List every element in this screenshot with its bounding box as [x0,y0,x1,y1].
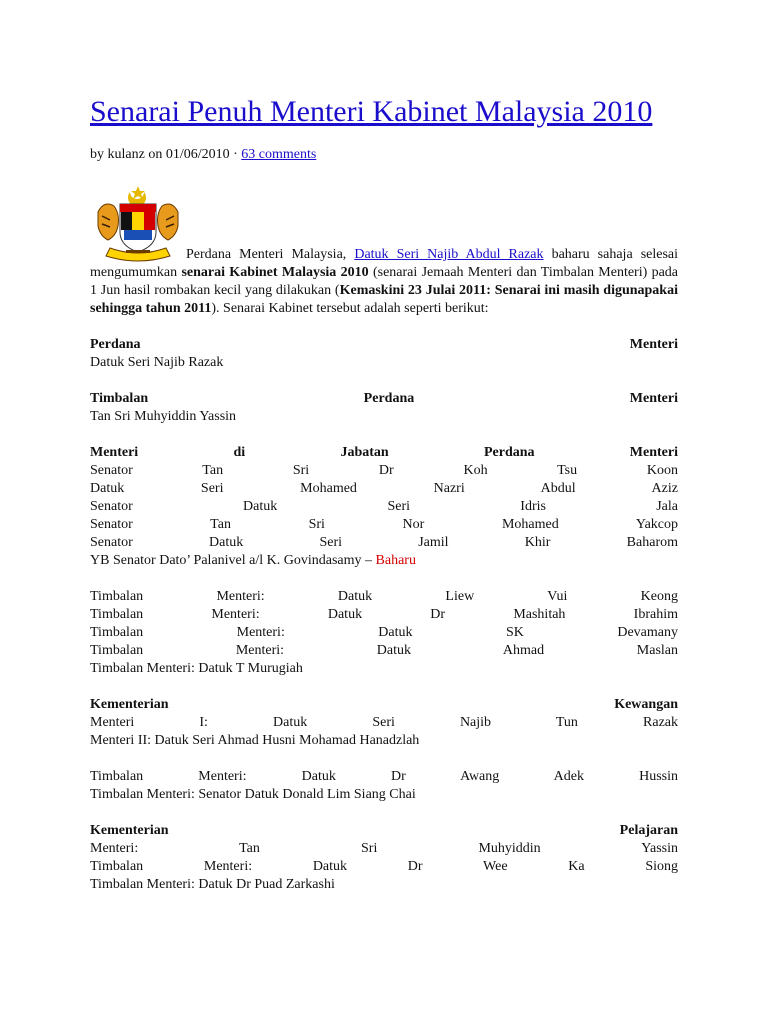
section-heading: Kementerian Pelajaran [90,823,678,838]
list-item: Menteri I: Datuk Seri Najib Tun Razak [90,715,678,730]
intro-paragraph [90,182,678,318]
list-item: Senator Datuk Seri Jamil Khir Baharom [90,535,678,550]
section-timbalan-kewangan [90,768,678,804]
list-item: Timbalan Menteri: Datuk Dr Awang Adek Hussin [90,769,678,784]
list-item: Timbalan Menteri: Senator Datuk Donald Lim Siang Chai [90,787,416,802]
section-heading: Timbalan Perdana Menteri [90,391,678,406]
post-meta [90,146,678,164]
list-item: Timbalan Menteri: Datuk Dr Mashitah Ibrahim [90,607,678,622]
list-item: Senator Datuk Seri Idris Jala [90,499,678,514]
article [90,92,678,894]
article-title [90,92,678,132]
malaysia-coat-of-arms-icon [90,182,186,264]
intro-bold-2: Kemaskini 23 Julai 2011: Senarai ini masih digunapakai sehingga tahun 2011 [90,283,678,316]
intro-text-3: (senarai Jemaah Menteri dan Timbalan Menteri) pada 1 Jun hasil rombakan kecil yang dilakukan ( [90,265,679,298]
list-item [90,552,678,570]
list-item: Menteri: Tan Sri Muhyiddin Yassin [90,841,678,856]
intro-text-2: baharu sahaja selesai mengumumkan [90,247,679,280]
comments-link[interactable]: 63 comments [241,147,317,162]
section-jabatan-perdana-menteri [90,444,678,570]
list-item: Timbalan Menteri: Datuk T Murugiah [90,661,303,676]
section-kewangan [90,696,678,750]
list-item: Timbalan Menteri: Datuk Dr Puad Zarkashi [90,877,335,892]
list-item-text: YB Senator Dato’ Palanivel a/l K. Govindasamy – [90,553,373,568]
list-item: Datuk Seri Mohamed Nazri Abdul Aziz [90,481,678,496]
author-date: by kulanz on 01/06/2010 · [90,147,238,162]
list-item: Senator Tan Sri Nor Mohamed Yakcop [90,517,678,532]
list-item: Timbalan Menteri: Datuk Liew Vui Keong [90,589,678,604]
new-badge: Baharu [375,553,416,568]
section-heading: Kementerian Kewangan [90,697,678,712]
intro-text-4: ). Senarai Kabinet tersebut adalah seperti berikut: [211,301,489,316]
section-timbalan-perdana-menteri [90,390,678,426]
section-heading: Perdana Menteri [90,337,678,352]
section-heading: Menteri di Jabatan Perdana Menteri [90,445,678,460]
najib-link[interactable]: Datuk Seri Najib Abdul Razak [354,247,544,262]
list-item: Tan Sri Muhyiddin Yassin [90,409,237,424]
list-item: Menteri II: Datuk Seri Ahmad Husni Mohamad Hanadzlah [90,733,420,748]
section-perdana-menteri [90,336,678,372]
section-timbalan-jpm [90,588,678,678]
list-item: Timbalan Menteri: Datuk Dr Wee Ka Siong [90,859,678,874]
list-item: Timbalan Menteri: Datuk SK Devamany [90,625,678,640]
list-item: Senator Tan Sri Dr Koh Tsu Koon [90,463,678,478]
intro-text-1: Perdana Menteri Malaysia, [186,247,347,262]
list-item: Datuk Seri Najib Razak [90,355,224,370]
section-pelajaran [90,822,678,894]
article-title-link[interactable]: Senarai Penuh Menteri Kabinet Malaysia 2010 [90,95,653,128]
intro-bold-1: senarai Kabinet Malaysia 2010 [181,265,369,280]
list-item: Timbalan Menteri: Datuk Ahmad Maslan [90,643,678,658]
